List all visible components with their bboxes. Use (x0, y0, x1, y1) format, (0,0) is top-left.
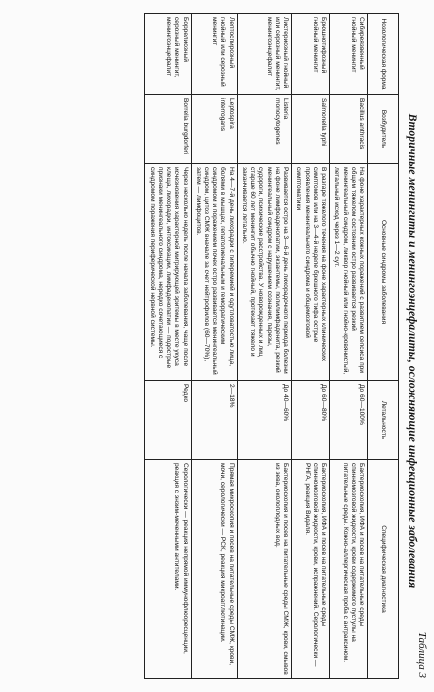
diseases-table (144, 13, 399, 679)
cell-diagnostics: Бактериоскопия, ИФА и посев на питательные среды спинномозговой жидкости, крови, испражнений. Серологически — РНГА, реакция Видаля. (292, 460, 330, 679)
table-row (237, 14, 291, 679)
table-row (145, 14, 191, 679)
cell-diagnostics: Серологически — реакция непрямой иммунофлюоресценции, реакция с энзим-меченными антителами. (145, 460, 191, 679)
table-title: Вторичные менингиты и менингоэнцефалиты, осложняющие инфекционные заболевания (406, 113, 418, 589)
header-diagnostics: Специфическая диагностика (368, 460, 399, 679)
header-row (368, 14, 399, 679)
cell-lethality: До 60—100% (330, 381, 368, 460)
cell-agent: Listeria monocytogenes (237, 95, 291, 164)
cell-form: Брюшнотифозный гнойный менингит (292, 14, 330, 95)
cell-form: Лептоспирозный гнойный или серозный менингит (191, 14, 237, 95)
cell-lethality: До 60—80% (292, 381, 330, 460)
header-lethality: Летальность (368, 381, 399, 460)
cell-lethality: До 40—60% (237, 381, 291, 460)
cell-form: Сибиреязвенный гнойный менингит (330, 14, 368, 95)
table-number: Таблица 3 (416, 631, 428, 678)
table-body (145, 14, 368, 679)
cell-syndromes: На 4—7-й день лихорадки с гиперемией и одутловатостью лица, болями в мышцах, гепатолиенальным и геморрагическим синдромом и поражением почек остро развивается менингеальный синдром, цитоз СМЖ вначале за счет нейтрофилов (60—70%), затем — лимфоцитов. (191, 164, 237, 381)
cell-lethality: 2—18% (191, 381, 237, 460)
cell-agent: Leptospira interrogans (191, 95, 237, 164)
table-row (292, 14, 330, 679)
table-header (368, 14, 399, 679)
header-syndromes: Основные синдромы заболевания (368, 164, 399, 381)
table-row (330, 14, 368, 679)
cell-agent: Bacillus anthracis (330, 95, 368, 164)
header-form: Нозологическая форма (368, 14, 399, 95)
cell-form: Боррелиозный серозный менингит, менингоэнцефалит (145, 14, 191, 95)
cell-lethality: Редко (145, 381, 191, 460)
cell-form: Листериозный гнойный или серозный менингит, менингоэнцефалит (237, 14, 291, 95)
cell-agent: Borrelia burgdorferi (145, 95, 191, 164)
cell-syndromes: Через несколько недель после начала заболевания, чаще после исчезновения характерной мигрирующей эритемы в месте укуса клеща, лихорадки, интоксикации, лимфаденопатии — подострые признаки менингеального синдрома, нередко сочетающиеся с синдромом поражения периферической нервной системы. (145, 164, 191, 381)
cell-syndromes: На фоне характерных кожных поражений с развитием сепсиса при общем тяжелом состоянии остро развивается резкий менингеальный синдром, ликвор гнойный или гнойно-кровянистый, летальный исход через 1—2 сут. (330, 164, 368, 381)
cell-diagnostics: Бактериоскопия и посев на питательные среды СМЖ, крови, смывов из зева, околоплодных вод. (237, 460, 291, 679)
cell-diagnostics: Бактериоскопия, ИФА и посев на питательные среды спинномозговой жидкости, крови содержимого пустулы на питательные среды. Кожно-аллергическая проба с антраксином. (330, 460, 368, 679)
cell-agent: Salmonella typhi (292, 95, 330, 164)
header-agent: Возбудитель (368, 95, 399, 164)
cell-diagnostics: Прямая микроскопия и посев на питательные среды СМЖ, крови, мочи, серологически — РСК, реакция микроагглютинации. (191, 460, 237, 679)
cell-syndromes: В разгаре тяжелого течения на фоне характерных клинических симптомов или на 3—4-й неделе брюшного тифа острые проявления менингеального синдрома и общемозговой симптоматики (292, 164, 330, 381)
cell-syndromes: Развивается остро на 3—6-й день лихорадочного периода болезни на фоне лимфоаденопатии, экзантемы, полилимфаденита, резкий менингеальный синдром с нарушением сознания, парезы, судороги, психические расстройства. У новорожденных и лиц старше 60 лет менингит обычно гнойный, протекает тяжело и заканчивается летально. (237, 164, 291, 381)
table-row (191, 14, 237, 679)
